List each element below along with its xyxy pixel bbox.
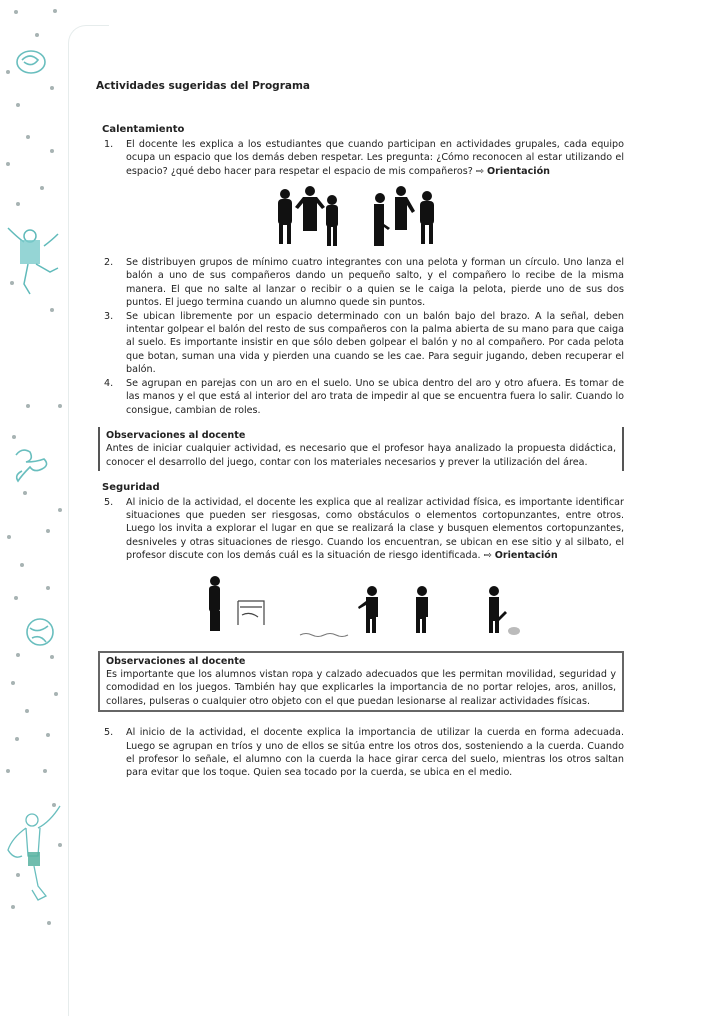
document-body [96, 80, 624, 780]
activity-item [96, 310, 624, 377]
item-number: 1. [104, 138, 114, 150]
item-text: Al inicio de la actividad, el docente les explica que al realizar actividad física, es importante identificar situaciones que pueden ser riesgosas, como obstáculos o elementos cortopunzantes, entre otros. Luego los invita a explorar el lugar en que se realizará la clase y busquen elementos cortopunzantes, desniveles y otras situaciones de riesgo. Cuando los encuentran, se ubican en ese sitio y al silbato, el profesor discute con los demás cuál es la situación de riesgo identificada. [126, 496, 624, 562]
activity-item [96, 138, 624, 178]
arrow-icon: ⇨ [483, 550, 495, 562]
teacher-observations-box [98, 651, 624, 713]
item-number: 2. [104, 257, 114, 269]
arrow-icon: ⇨ [475, 165, 488, 177]
orientation-tag: Orientación [487, 165, 550, 177]
document-title: Actividades sugeridas del Programa [96, 80, 310, 92]
item-text: Se distribuyen grupos de mínimo cuatro integrantes con una pelota y forman un círculo. Uno lanza el balón a uno de sus compañeros dando un pequeño salto, y el compañero lo recibe de la misma manera. El que no salte al lanzar o recibir o a quien se le caiga la pelota, pierde uno de sus dos puntos. El juego termina cuando un alumno quede sin puntos. [126, 257, 624, 309]
activity-item [96, 496, 624, 563]
item-text: El docente les explica a los estudiantes que cuando participan en actividades grupales, cada equipo ocupa un espacio que los demás deben respetar. Les pregunta: ¿Cómo reconocen al estar utilizando el espacio? ¿qué debo hacer para respetar el espacio de mis compañeros? [126, 138, 624, 177]
observations-text: Antes de iniciar cualquier actividad, es necesario que el profesor haya analizado la propuesta didáctica, conocer el desarrollo del juego, contar con los materiales necesarios y prever la utilización del área. [106, 443, 616, 468]
teacher-observations-box [98, 427, 624, 471]
observations-title: Observaciones al docente [106, 655, 246, 667]
activity-item [96, 256, 624, 310]
observations-text: Es importante que los alumnos vistan ropa y calzado adecuados que les permitan movilidad, seguridad y comodidad en los juegos. También hay que explicarles la importancia de no portar relojes, aros, anillos, collares, pulseras o cualquier otro objeto con el que puedan lesionarse al realizar actividades físicas. [106, 668, 616, 707]
item-number: 3. [104, 310, 114, 322]
item-number: 5. [104, 496, 114, 508]
item-text: Se agrupan en parejas con un aro en el suelo. Uno se ubica dentro del aro y otro afuera. Es tomar de las manos y el que está al interior del aro trata de impedir al que se encuentra fuera lo salir. Cuando lo consigue, cambian de roles. [126, 377, 624, 416]
safety-scene-silhouettes-icon [96, 571, 624, 641]
item-number: 4. [104, 377, 114, 389]
section-title-security: Seguridad [102, 482, 160, 494]
item-text: Se ubican libremente por un espacio determinado con un balón bajo del brazo. A la señal, deben intentar golpear el balón del resto de sus compañeros con la palma abierta de su mano para que caiga al suelo. Es importante insistir en que sólo deben golpear el balón y no al compañero. Por cada pelota que botan, suman una vida y pierden una cuando se les cae. Para seguir jugando, deben recuperar el balón. [126, 310, 624, 376]
observations-title: Observaciones al docente [106, 429, 246, 441]
item-number: 5. [104, 727, 114, 739]
activity-item [96, 726, 624, 780]
section-title-warmup: Calentamiento [102, 124, 185, 136]
item-text: Al inicio de la actividad, el docente explica la importancia de utilizar la cuerda en forma adecuada. Luego se agrupan en tríos y uno de ellos se sitúa entre los otros dos, sosteniendo a la cuerda. Cuando el profesor lo señale, el alumno con la cuerda la hace girar cerca del suelo, mientras los otros saltan para evitar que los toque. Quien sea tocado por la cuerda, se ubica en el medio. [126, 727, 624, 779]
orientation-tag: Orientación [494, 550, 558, 562]
activity-item [96, 377, 624, 417]
children-silhouettes-icon [96, 186, 624, 248]
